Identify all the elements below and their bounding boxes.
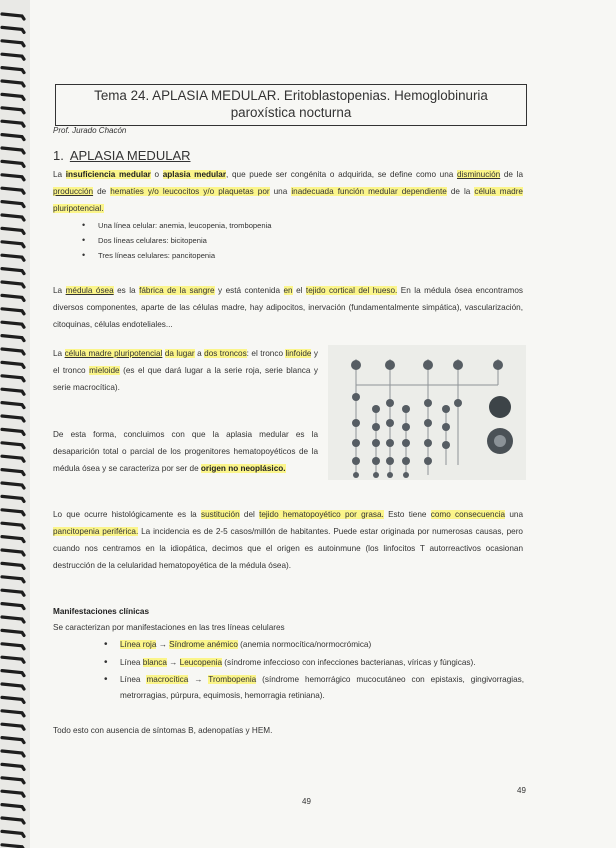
author: Prof. Jurado Chacón [53, 126, 127, 135]
page-number-center: 49 [302, 797, 311, 806]
list-item: • Línea roja → Síndrome anémico (anemia normocítica/normocrómica) [104, 637, 524, 653]
hematopoiesis-diagram [328, 345, 526, 480]
list-item: • Dos líneas celulares: bicitopenia [82, 233, 272, 248]
list-item: • Una línea celular: anemia, leucopenia, trombopenia [82, 218, 272, 233]
title-line-2: paroxística nocturna [230, 105, 352, 120]
page-number-right: 49 [517, 786, 526, 795]
spiral-binding-icon [0, 0, 30, 848]
section-title: APLASIA MEDULAR [69, 148, 191, 163]
list-item: • Línea blanca → Leucopenia (síndrome infeccioso con infecciones bacterianas, víricas y fúngicas). [104, 655, 524, 671]
manifestations-heading: Manifestaciones clínicas [53, 607, 150, 616]
section-heading [53, 148, 191, 163]
title-box [55, 84, 527, 126]
list-cytopenias [82, 218, 272, 263]
manifestations-intro: Se caracterizan por manifestaciones en las tres líneas celulares [53, 623, 285, 632]
title-line-1: Tema 24. APLASIA MEDULAR. Eritoblastopenias. Hemoglobinuria [94, 88, 488, 103]
section-number: 1. [53, 148, 64, 163]
list-item: • Tres líneas celulares: pancitopenia [82, 248, 272, 263]
paragraph-histology: Lo que ocurre histológicamente es la sustitución del tejido hematopoyético por grasa. Esto tiene como consecuencia una pancitopenia periférica. La incidencia es de 2-5 casos/millón de habitantes. Puede estar originada por numerosas causas, pero cuando nos centramos en la idiopática, decimos que el origen es autoinmune (los linfocitos T autorreactivos ocasionan destrucción de la celularidad hematopoyética de la médula ósea). [53, 510, 523, 570]
list-item: • Línea macrocítica → Trombopenia (síndrome hemorrágico mucocutáneo con epistaxis, gingivorragias, metrorragias, púrpura, equimosis, hemorragia retiniana). [104, 672, 524, 703]
paragraph-bone-marrow: La médula ósea es la fábrica de la sangre y está contenida en el tejido cortical del hueso. En la médula ósea encontramos diversos componentes, aparte de las células madre, hay adipocitos, inervación (fundamentalmente simpática), vascularización, citoquinas, células endoteliales... [53, 286, 523, 329]
paragraph-stem-cell: La célula madre pluripotencial da lugar a dos troncos: el tronco linfoide y el tronco mieloide (es el que dará lugar a la serie roja, serie blanca y serie macrocítica). [53, 349, 319, 392]
closing-sentence: Todo esto con ausencia de síntomas B, adenopatías y HEM. [53, 726, 273, 735]
paragraph-conclusion: De esta forma, concluimos con que la aplasia medular es la desaparición total o parcial de los progenitores hematopoyéticos de la médula ósea y se caracteriza por ser de origen no neoplásico. [53, 430, 318, 473]
list-manifestations [104, 637, 524, 705]
paragraph-definition: La insuficiencia medular o aplasia medular, que puede ser congénita o adquirida, se define como una disminución de la producción de hematíes y/o leucocitos y/o plaquetas por una inadecuada función medular dependiente de la célula madre pluripotencial. [53, 170, 524, 213]
